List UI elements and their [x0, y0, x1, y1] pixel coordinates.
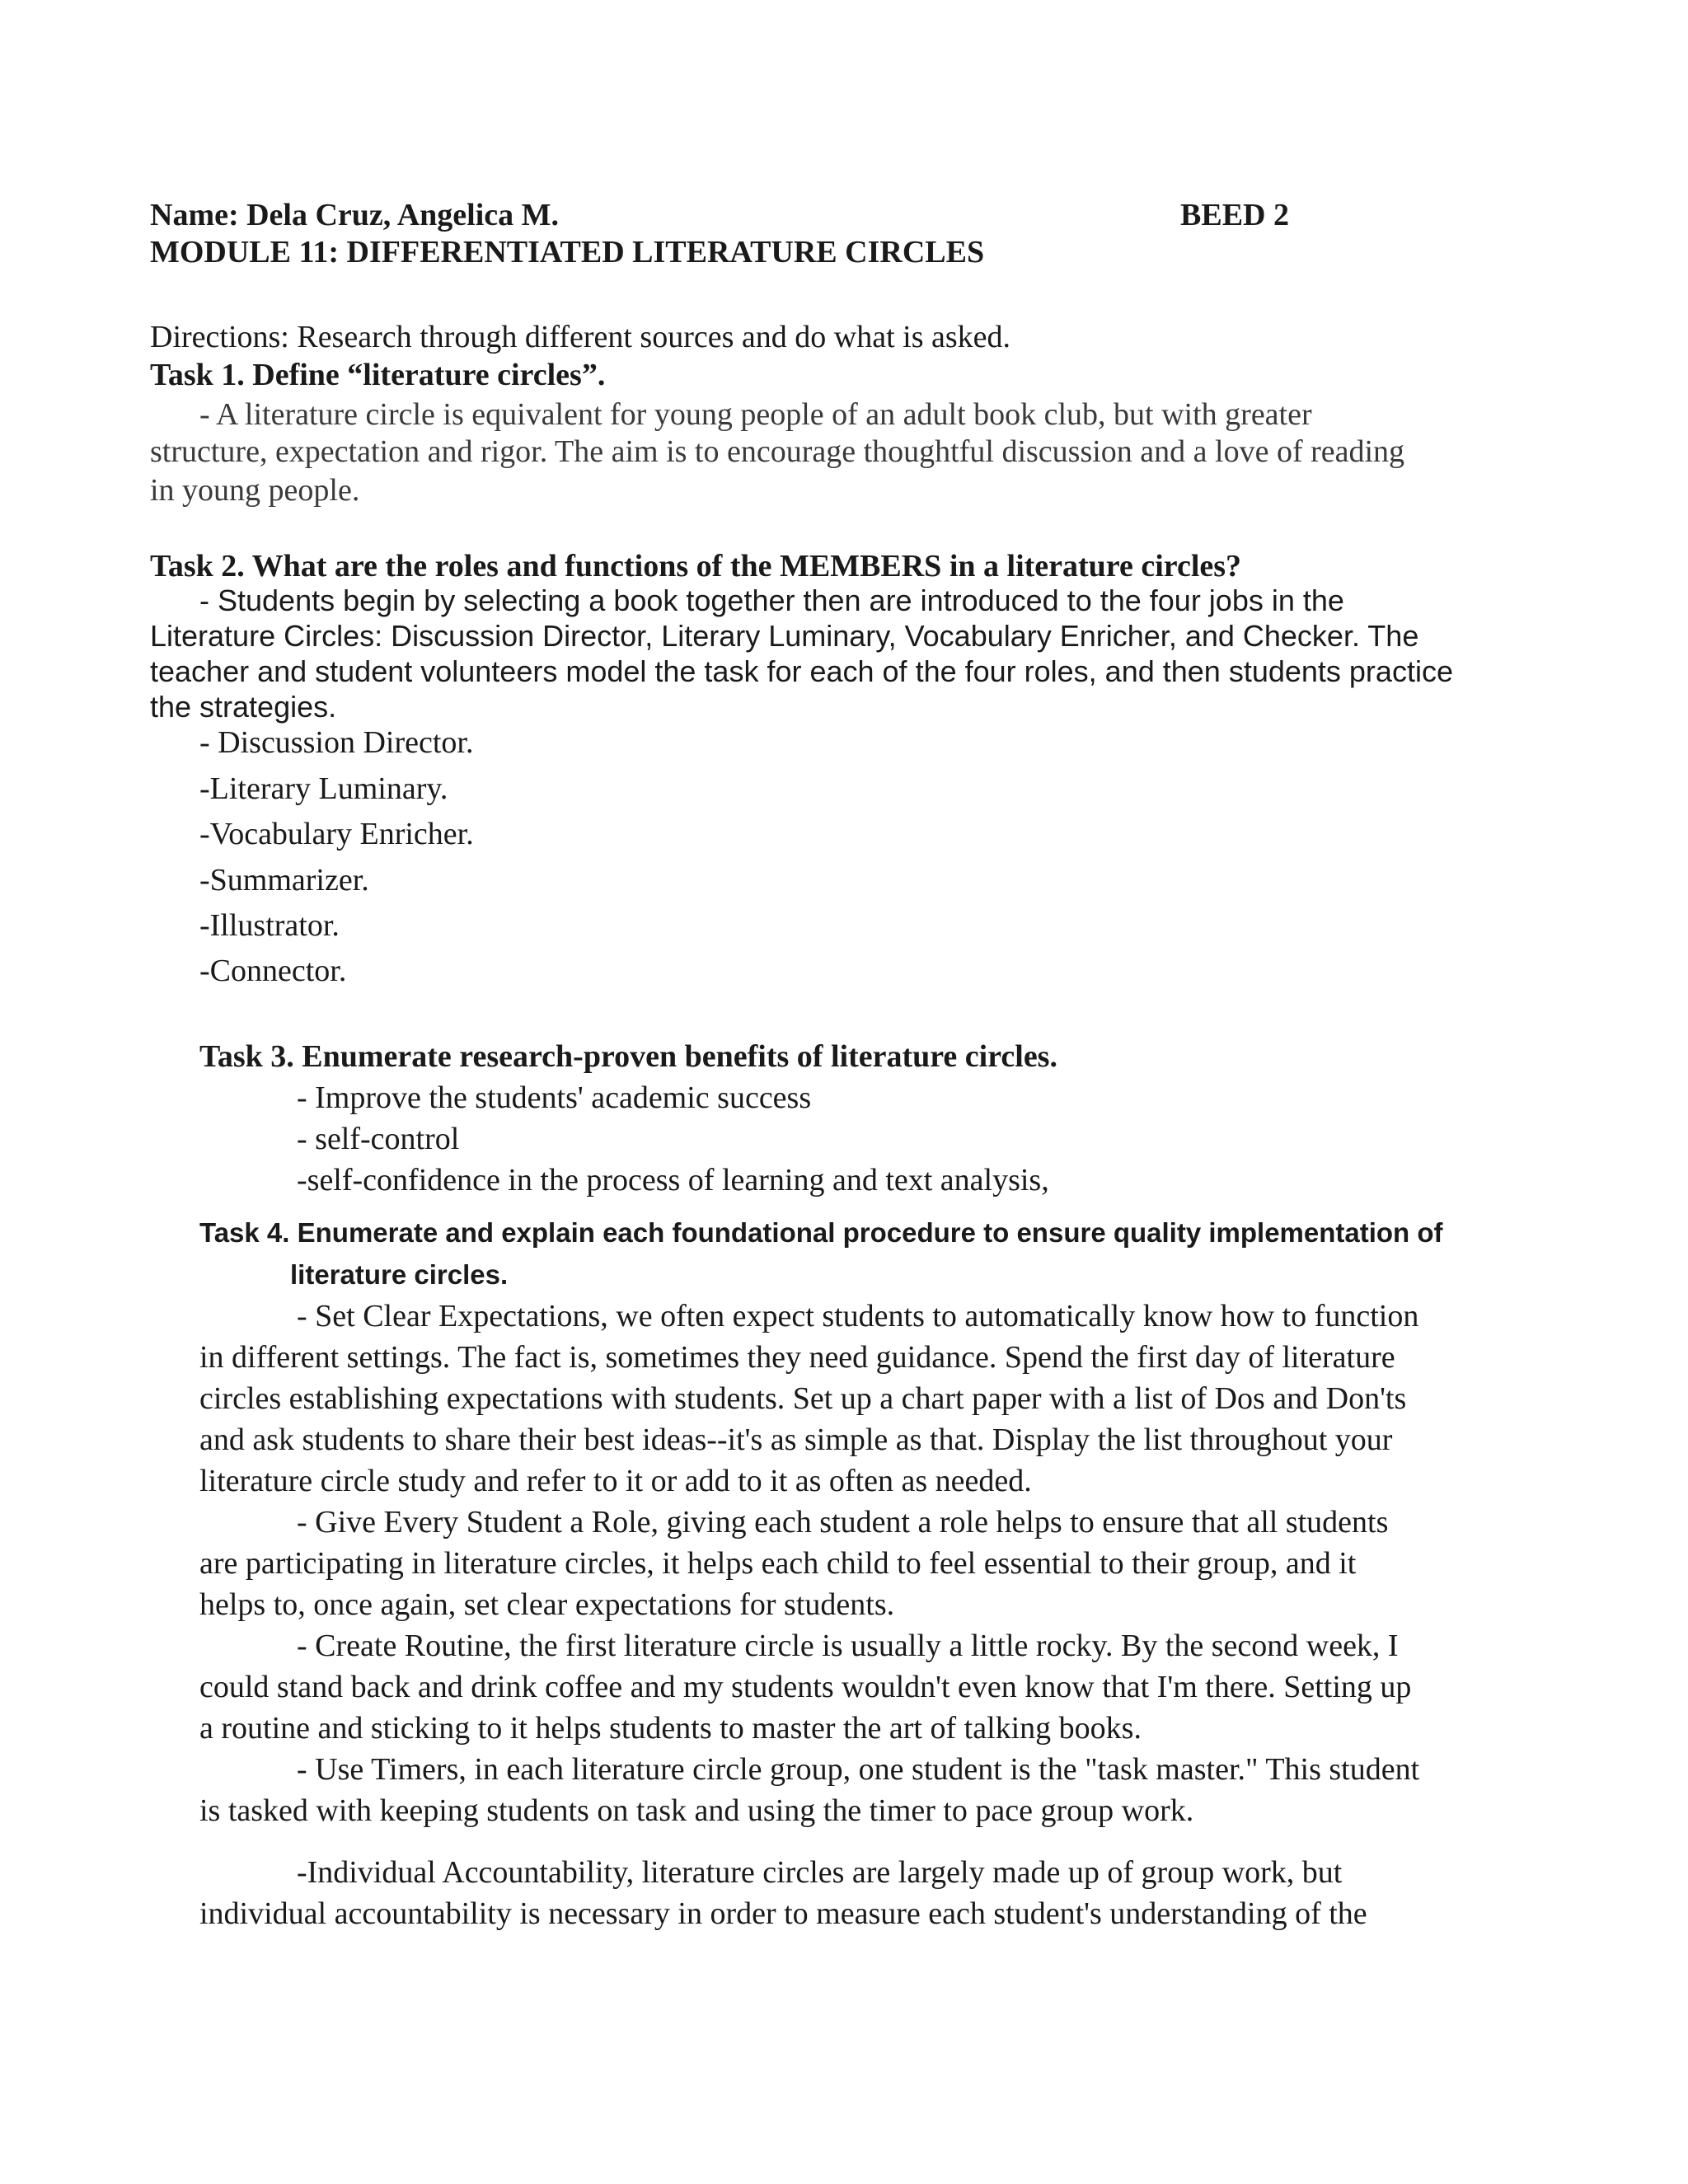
task2-title: Task 2. What are the roles and functions of the MEMBERS in a literature circles?: [150, 549, 1242, 583]
benefit-item: - self-control: [297, 1122, 460, 1156]
task3-title: Task 3. Enumerate research-proven benefits of literature circles.: [199, 1039, 1057, 1074]
module-title: MODULE 11: DIFFERENTIATED LITERATURE CIRCLES: [150, 235, 985, 269]
task4-title-cont: literature circles.: [290, 1259, 509, 1290]
procedure-line: a routine and sticking to it helps students to master the art of talking books.: [199, 1711, 1142, 1746]
procedure-line: in different settings. The fact is, sometimes they need guidance. Spend the first day of literature: [199, 1340, 1395, 1375]
role-item: -Literary Luminary.: [199, 771, 448, 806]
procedure-line: - Give Every Student a Role, giving each student a role helps to ensure that all students: [297, 1505, 1389, 1540]
task2-line: Literature Circles: Discussion Director, Literary Luminary, Vocabulary Enricher, and Checker. The: [150, 619, 1419, 653]
procedure-line: -Individual Accountability, literature circles are largely made up of group work, but: [297, 1855, 1343, 1890]
procedure-line: could stand back and drink coffee and my students wouldn't even know that I'm there. Setting up: [199, 1670, 1412, 1704]
procedure-line: - Use Timers, in each literature circle group, one student is the "task master." This student: [297, 1752, 1420, 1787]
course-label: BEED 2: [1180, 198, 1289, 232]
task1-line: structure, expectation and rigor. The aim is to encourage thoughtful discussion and a love of reading: [150, 434, 1405, 469]
task1-line: - A literature circle is equivalent for young people of an adult book club, but with greater: [199, 397, 1312, 432]
procedure-line: circles establishing expectations with students. Set up a chart paper with a list of Dos and Don'ts: [199, 1381, 1407, 1416]
procedure-line: individual accountability is necessary in order to measure each student's understanding of the: [199, 1896, 1367, 1931]
role-item: -Illustrator.: [199, 908, 340, 943]
procedure-line: - Set Clear Expectations, we often expect students to automatically know how to function: [297, 1299, 1419, 1333]
role-item: -Summarizer.: [199, 863, 369, 898]
directions: Directions: Research through different sources and do what is asked.: [150, 320, 1010, 354]
procedure-line: helps to, once again, set clear expectations for students.: [199, 1587, 895, 1622]
task1-line: in young people.: [150, 473, 360, 508]
procedure-line: literature circle study and refer to it or add to it as often as needed.: [199, 1464, 1032, 1498]
role-item: -Connector.: [199, 954, 347, 988]
role-item: - Discussion Director.: [199, 725, 474, 760]
procedure-line: is tasked with keeping students on task and using the timer to pace group work.: [199, 1793, 1194, 1828]
student-name: Name: Dela Cruz, Angelica M.: [150, 198, 559, 232]
task1-title: Task 1. Define “literature circles”.: [150, 358, 606, 392]
task4-title: Task 4. Enumerate and explain each foundational procedure to ensure quality implementation of: [199, 1217, 1443, 1248]
benefit-item: - Improve the students' academic success: [297, 1080, 812, 1115]
task2-line: the strategies.: [150, 690, 337, 724]
task2-line: - Students begin by selecting a book together then are introduced to the four jobs in the: [199, 583, 1344, 617]
procedure-line: - Create Routine, the first literature circle is usually a little rocky. By the second week, I: [297, 1629, 1399, 1663]
benefit-item: -self-confidence in the process of learning and text analysis,: [297, 1163, 1049, 1197]
task2-line: teacher and student volunteers model the task for each of the four roles, and then students practice: [150, 654, 1453, 688]
procedure-line: are participating in literature circles, it helps each child to feel essential to their group, and it: [199, 1546, 1357, 1581]
procedure-line: and ask students to share their best ideas--it's as simple as that. Display the list throughout your: [199, 1422, 1393, 1457]
role-item: -Vocabulary Enricher.: [199, 817, 474, 851]
